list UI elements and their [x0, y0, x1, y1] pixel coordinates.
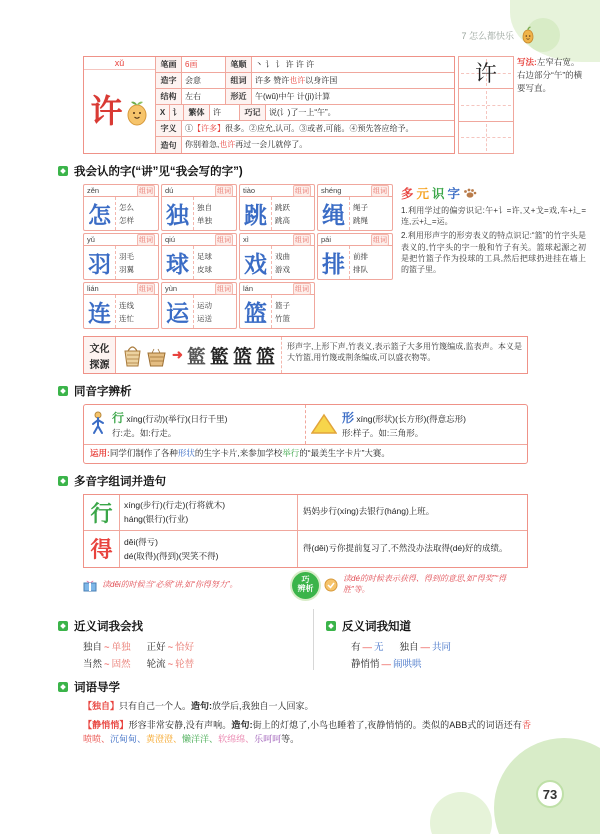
- abb-word: 乐呵呵: [254, 733, 282, 744]
- gift-box-icon: [83, 578, 97, 592]
- writing-tip: [517, 56, 587, 154]
- row-sentence: [156, 137, 454, 153]
- section-bullet-icon: [58, 621, 68, 631]
- fanyi-heading-text: 反义词我知道: [342, 620, 411, 633]
- triangle-icon: [311, 413, 337, 435]
- section-heading-jinyi: [58, 618, 313, 634]
- synonym-pair-row: [83, 656, 313, 670]
- char-card: [161, 233, 237, 280]
- section-bullet-icon: [58, 682, 68, 692]
- polyphone-table: [83, 494, 528, 568]
- hanzi-table: [83, 56, 455, 154]
- word-b: 共同: [432, 641, 452, 653]
- word-b: 恰好: [175, 641, 195, 653]
- chapter-header: [461, 26, 536, 44]
- culture-explanation: 形声字,上形下声,竹表义,表示篮子大多用竹篾编成,监表声。本义是大竹篮,用竹篾或荆条编成,可以盛衣物等。: [281, 337, 527, 373]
- ziyi-value: [182, 121, 454, 136]
- section-heading-tongyin: [58, 383, 586, 399]
- dash-sep: —: [381, 658, 392, 670]
- card-word: 单独: [197, 215, 212, 225]
- abb-word: 懒洋洋、: [182, 733, 219, 744]
- duoyin-heading-text: 多音字组词并造句: [74, 475, 166, 488]
- card-pinyin: lián: [87, 284, 99, 293]
- tilde-sep: ~: [167, 658, 174, 670]
- card-character: 跳: [240, 197, 272, 230]
- arrow-icon: ➜: [172, 347, 183, 362]
- peach-mascot-icon: [125, 97, 149, 127]
- zaozi-value: 会意: [182, 73, 226, 88]
- renzi-section: [83, 184, 586, 329]
- card-word: 运动: [197, 300, 212, 310]
- synonyms-column: [58, 609, 313, 670]
- card-word: 排队: [353, 264, 368, 274]
- bihua-label: 笔画: [156, 57, 182, 72]
- usage-highlight-xing1: 举行: [282, 447, 300, 458]
- renzi-heading-text: 我会认的字(“讲”见“我会写的字”): [74, 166, 243, 178]
- hanzi-info-rows: [156, 57, 454, 153]
- polyphone-row: [84, 531, 527, 567]
- card-word: 羽翼: [119, 264, 134, 274]
- card-word: 篮子: [275, 300, 290, 310]
- ziyi-highlight: 【许多】: [193, 123, 225, 133]
- polyphone-sentence: 得(děi)亏你提前复习了,不然没办法取得(dé)好的成绩。: [303, 542, 508, 553]
- row-formation: [156, 73, 454, 89]
- antonym-pair: [351, 639, 384, 653]
- word-b: 固然: [111, 658, 131, 670]
- page-number: 73: [536, 780, 564, 808]
- synonym-pair: [83, 656, 131, 670]
- card-character: 连: [84, 295, 116, 328]
- antonym-pair: [400, 639, 452, 653]
- ziyi-text: [185, 124, 413, 134]
- multi-literacy-note-1: 1.利用学过的偏旁识记:午+讠=许,又+戈=戏,车+辶=连,云+辶=运。: [401, 206, 586, 227]
- card-word: 羽毛: [119, 251, 134, 261]
- homophone-right-text: [342, 409, 466, 440]
- usage-seg: 的“最美生字卡片”大赛。: [299, 447, 390, 458]
- zaozi-label: 造字: [156, 73, 182, 88]
- card-character: 运: [162, 295, 194, 328]
- abb-word: 软绵绵、: [218, 733, 255, 744]
- abb-word: 香喷喷、: [83, 719, 531, 744]
- entry-term: 【独自】: [83, 700, 120, 711]
- zaoju-pre: 你别着急,: [185, 140, 220, 149]
- bottom-decoration-circle: [430, 792, 492, 834]
- basket-illustration-icon: [122, 341, 168, 369]
- section-heading-duoyin: [58, 473, 586, 489]
- practice-cell: [459, 122, 513, 153]
- synonym-pair: [147, 656, 195, 670]
- ziyi-rest: 很多。②应允,认可。③或者,可能。④预先答应给予。: [225, 123, 414, 133]
- word-a: 轮流: [146, 658, 166, 670]
- card-pinyin: tiào: [243, 186, 256, 195]
- entry-sentence-end: 等。: [281, 733, 300, 744]
- word-a: 正好: [146, 641, 166, 653]
- zuci-highlight: 也许: [289, 75, 306, 85]
- word-a: 独自: [83, 641, 103, 653]
- hanzi-cell: [84, 57, 156, 153]
- zuci-tag: 组词: [137, 283, 155, 295]
- jiegou-value: 左右: [182, 89, 226, 104]
- card-character: 独: [162, 197, 194, 230]
- jiegou-label: 结构: [156, 89, 182, 104]
- card-pinyin: dú: [165, 186, 174, 195]
- polyphone-notes: [83, 572, 528, 599]
- polyphone-readings: [120, 531, 298, 567]
- word-entry-duzi: [83, 700, 531, 714]
- walking-person-icon: [89, 411, 107, 437]
- badge-line2: 辨析: [297, 584, 314, 594]
- character-cards: [83, 184, 395, 329]
- zuci-tag: 组词: [215, 185, 233, 197]
- card-pinyin: yùn: [165, 284, 178, 293]
- zuci-tag: 组词: [137, 185, 155, 197]
- tilde-sep: ~: [104, 658, 110, 670]
- card-word: 前排: [353, 251, 368, 261]
- zaoju-highlight: 也许: [219, 140, 236, 149]
- zuci-tag: 组词: [137, 234, 155, 246]
- zuci-tag: 组词: [293, 283, 311, 295]
- title-char: 元: [416, 187, 430, 201]
- sentence-label: 造句:: [191, 700, 213, 711]
- section-bullet-icon: [58, 476, 68, 486]
- word-a: 当然: [83, 658, 103, 670]
- card-character: 羽: [84, 246, 116, 279]
- char-card: [83, 233, 159, 280]
- note-de: 读dé的时候表示获得、得到的意思,如“得奖”“得胜”等。: [343, 574, 507, 595]
- xingjin-label: 形近: [226, 89, 252, 104]
- evolution-char: 籃: [186, 346, 206, 368]
- reading-line: xíng(步行)(行走)(行将就木): [124, 500, 226, 511]
- homophone-meaning: 行:走。如:行走。: [112, 428, 177, 438]
- card-word: 独自: [197, 202, 212, 212]
- polyphone-char: 得: [84, 531, 120, 567]
- card-character: 怎: [84, 197, 116, 230]
- hanzi-character: 许: [90, 92, 123, 129]
- qiaoji-value: 说(讠)了一上“午”。: [269, 107, 336, 117]
- homophone-char: 行: [112, 411, 125, 425]
- card-word: 跳绳: [353, 215, 368, 225]
- card-character: 绳: [318, 197, 350, 230]
- word-a: 有: [351, 641, 361, 653]
- antonyms-column: [313, 609, 586, 670]
- row-structure: [156, 89, 454, 105]
- bihua-value: 6画: [182, 57, 226, 72]
- char-card: [161, 282, 237, 329]
- word-entry-jingqiaoqiao: [83, 719, 531, 747]
- multi-literacy-note-2: 2.利用形声字的形旁表义的特点识记:“篮”的竹字头是表义的,竹字头的字一般和竹子有关。篮球起源之初是把竹篮子作为投球的工具,然后把球扔进挂在墙上的篮子里。: [401, 231, 586, 274]
- usage-highlight-xing2: 形状: [177, 447, 195, 458]
- antonym-pair-row: [351, 639, 586, 653]
- word-a: 独自: [399, 641, 419, 653]
- row-strokes: [156, 57, 454, 73]
- usage-sentence: [84, 444, 527, 463]
- card-word: 运送: [197, 313, 212, 323]
- zaoju-value: [182, 137, 454, 153]
- fanti-value: 许: [210, 105, 240, 120]
- badge-line1: 巧: [301, 575, 310, 585]
- polyphone-char: 行: [84, 495, 120, 530]
- section-heading-renzi: [58, 163, 586, 179]
- qiaoji-label: 巧记: [240, 105, 266, 120]
- entry-sentence: 放学后,我独自一人回家。: [212, 700, 314, 711]
- antonym-pair: [351, 656, 422, 670]
- section-heading-fanyi: [326, 618, 586, 634]
- usage-seg: 同学们制作了各种: [109, 447, 178, 458]
- smart-tip-badge: [292, 572, 319, 599]
- tongyin-heading-text: 同音字辨析: [74, 386, 132, 398]
- card-word: 绳子: [353, 202, 368, 212]
- char-card: [239, 282, 315, 329]
- zuci-tag: 组词: [215, 283, 233, 295]
- word-b: 无: [374, 641, 384, 653]
- entry-term: 【静悄悄】: [83, 719, 129, 730]
- medal-icon: [324, 578, 338, 592]
- char-card: [317, 233, 393, 280]
- culture-label: [84, 337, 116, 373]
- practice-character: 许: [474, 61, 497, 87]
- zuci-pre: 许多 赞许: [255, 75, 290, 85]
- polyphone-readings: [120, 495, 298, 530]
- section-bullet-icon: [58, 166, 68, 176]
- card-word: 怎样: [119, 215, 134, 225]
- card-pinyin: xì: [243, 235, 249, 244]
- daoxue-heading-text: 词语导学: [74, 681, 120, 694]
- culture-origin-box: [83, 336, 528, 374]
- synonym-pair: [83, 639, 131, 653]
- abb-word: 黄澄澄、: [146, 733, 183, 744]
- character-evolution: [116, 337, 281, 373]
- ziyi-label: 字义: [156, 121, 182, 136]
- homophone-left: [84, 405, 305, 444]
- syn-ant-section: [58, 609, 586, 670]
- zuci-post: 以身许国: [305, 75, 338, 85]
- homophone-words: xíng(形状)(长方形)(得意忘形): [356, 414, 466, 424]
- card-pinyin: qiú: [165, 235, 176, 244]
- paw-icon: [463, 187, 477, 199]
- homophone-meaning: 形:样子。如:三角形。: [342, 428, 424, 438]
- char-card: [239, 184, 315, 231]
- chapter-title: 7 怎么都快乐: [461, 30, 514, 41]
- culture-label-line2: 探源: [89, 359, 110, 371]
- hanzi-pinyin: xǔ: [84, 57, 155, 70]
- antonym-pair-row: [351, 656, 586, 670]
- word-a: 静悄悄: [351, 658, 380, 670]
- card-character: 排: [318, 246, 350, 279]
- tilde-sep: ~: [104, 641, 110, 653]
- card-pinyin: pái: [321, 235, 332, 244]
- char-card: [239, 233, 315, 280]
- zaoju-post: 再过一会儿就停了。: [235, 140, 308, 149]
- polyphone-row: [84, 495, 527, 531]
- section-bullet-icon: [58, 386, 68, 396]
- entry-definition: 形容非常安静,没有声响。: [128, 719, 232, 730]
- page-content: [58, 56, 586, 746]
- card-word: 怎么: [119, 202, 134, 212]
- writing-practice-grid: [458, 56, 514, 154]
- fanti-label: 繁体: [184, 105, 210, 120]
- entry-definition: 只有自己一个人。: [119, 700, 192, 711]
- card-word: 皮球: [197, 264, 212, 274]
- yinxu-cell: X: [156, 105, 170, 120]
- char-card: [317, 184, 393, 231]
- card-word: 连线: [119, 300, 134, 310]
- homophone-box: [83, 404, 528, 464]
- reading-line: dé(取得)(得到)(哭笑不得): [124, 550, 219, 561]
- evolution-char: 篮: [232, 346, 252, 368]
- culture-label-line1: 文化: [89, 343, 110, 355]
- usage-label: 运用:: [90, 447, 110, 458]
- note-dei: 读děi的时候当“必须”讲,如“你得努力”。: [102, 579, 238, 589]
- homophone-char: 形: [342, 411, 355, 425]
- card-pinyin: zěn: [87, 186, 100, 195]
- card-pinyin: lán: [243, 284, 254, 293]
- bishun-value: 丶 讠 讠 许 许 许: [255, 59, 315, 69]
- card-word: 竹篮: [275, 313, 290, 323]
- dash-sep: —: [362, 641, 373, 653]
- row-meaning: [156, 121, 454, 137]
- practice-cell: [459, 57, 513, 89]
- section-bullet-icon: [326, 621, 336, 631]
- sentence-label: 造句:: [231, 719, 253, 730]
- section-heading-daoxue: [58, 679, 586, 695]
- writing-tip-label: 写法:: [517, 57, 537, 67]
- zaoju-label: 造句: [156, 137, 182, 153]
- char-card: [161, 184, 237, 231]
- tilde-sep: ~: [167, 641, 174, 653]
- card-word: 连忙: [119, 313, 134, 323]
- reading-line: háng(银行)(行业): [124, 514, 189, 525]
- word-b: 单独: [111, 641, 131, 653]
- word-b: 闹哄哄: [393, 658, 422, 670]
- card-character: 篮: [240, 295, 272, 328]
- card-pinyin: yǔ: [87, 235, 95, 244]
- zuci-tag: 组词: [293, 234, 311, 246]
- polyphone-sentence: 妈妈步行(xíng)去银行(háng)上班。: [303, 506, 435, 517]
- abb-word: 沉甸甸、: [110, 733, 147, 744]
- zaoju-text: [185, 140, 307, 150]
- bishun-label: 笔顺: [226, 57, 252, 72]
- char-card: [83, 184, 159, 231]
- xingjin-value: 午(wǔ)中午 计(jì)计算: [255, 91, 331, 101]
- synonym-pair: [147, 639, 195, 653]
- zuci-tag: 组词: [293, 185, 311, 197]
- synonym-pair-row: [83, 639, 313, 653]
- title-char: 多: [401, 187, 414, 201]
- homophone-left-text: [112, 409, 227, 440]
- evolution-char: 籃: [209, 346, 229, 368]
- bushou-cell: 讠: [170, 105, 184, 120]
- title-char: 识: [432, 187, 445, 201]
- card-word: 足球: [197, 251, 212, 261]
- zuci-value: [252, 73, 454, 88]
- zuci-label: 组词: [226, 73, 252, 88]
- card-word: 戏曲: [275, 251, 290, 261]
- card-character: 球: [162, 246, 194, 279]
- homophone-right: [305, 405, 527, 444]
- pear-mascot-icon: [520, 26, 536, 44]
- card-word: 跳高: [275, 215, 290, 225]
- char-card: [83, 282, 159, 329]
- reading-line: děi(得亏): [124, 536, 159, 547]
- evolution-char: 篮: [255, 346, 275, 368]
- word-b: 轮替: [175, 658, 195, 670]
- card-character: 戏: [240, 246, 272, 279]
- title-char: 字: [447, 187, 461, 201]
- hanzi-char-row: [84, 70, 155, 153]
- card-pinyin: shéng: [321, 186, 342, 195]
- multi-literacy-title: [401, 184, 586, 202]
- usage-seg: 的生字卡片,来参加学校: [194, 447, 283, 458]
- hanzi-study-section: [83, 56, 586, 154]
- multi-literacy-panel: [401, 184, 586, 329]
- jinyi-heading-text: 近义词我会找: [74, 620, 143, 633]
- homophone-words: xíng(行动)(举行)(日行千里): [126, 414, 228, 424]
- zuci-tag: 组词: [371, 185, 389, 197]
- card-word: 游戏: [275, 264, 290, 274]
- row-misc: [156, 105, 454, 121]
- card-word: 跳跃: [275, 202, 290, 212]
- dash-sep: —: [420, 641, 431, 653]
- homophone-compare: [84, 405, 527, 444]
- practice-cell: [459, 89, 513, 121]
- entry-sentence: 街上的灯熄了,小鸟也睡着了,夜静悄悄的。类似的ABB式的词语还有: [252, 719, 522, 730]
- writing-tip-text: 左窄右宽。右边部分“午”的横要写直。: [517, 57, 583, 93]
- zuci-tag: 组词: [215, 234, 233, 246]
- ziyi-num: ①: [185, 123, 193, 133]
- zuci-tag: 组词: [371, 234, 389, 246]
